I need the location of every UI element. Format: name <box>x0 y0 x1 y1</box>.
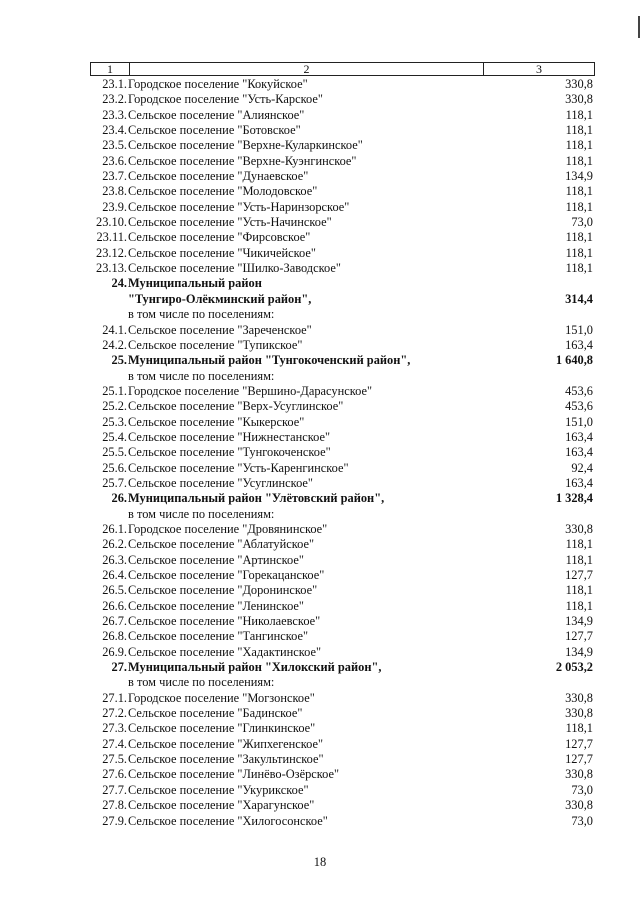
table-row <box>90 814 595 829</box>
row-text: Городское поселение "Дровянинское" <box>128 521 328 536</box>
row-value: 118,1 <box>565 598 593 613</box>
table-row <box>90 123 595 138</box>
row-number: 26.1. <box>102 521 127 536</box>
row-text: Сельское поселение "Зареченское" <box>128 322 312 337</box>
row-number: 23.12. <box>96 245 127 260</box>
table-row <box>90 292 595 307</box>
row-number: 27.9. <box>102 813 127 828</box>
table-row <box>90 384 595 399</box>
row-text: Муниципальный район <box>128 276 262 291</box>
row-number: 27.5. <box>102 752 127 767</box>
row-text: Сельское поселение "Артинское" <box>128 552 304 567</box>
table-row <box>90 246 595 261</box>
row-text: Муниципальный район "Тунгокоченский район", <box>128 353 411 368</box>
table-row <box>90 752 595 767</box>
row-text: Сельское поселение "Верх-Усуглинское" <box>128 399 344 414</box>
row-number: 25.5. <box>102 445 127 460</box>
row-value: 330,8 <box>565 92 593 107</box>
row-number: 24.2. <box>102 337 127 352</box>
row-text: в том числе по поселениям: <box>128 506 275 521</box>
row-value: 134,9 <box>565 614 593 629</box>
table-row <box>90 783 595 798</box>
row-value: 118,1 <box>565 184 593 199</box>
header-col-3: 3 <box>536 62 542 76</box>
row-number: 27.8. <box>102 798 127 813</box>
row-text: Сельское поселение "Тунгокоченское" <box>128 445 331 460</box>
row-value: 118,1 <box>565 721 593 736</box>
row-text: Сельское поселение "Закультинское" <box>128 752 324 767</box>
row-text: Городское поселение "Могзонское" <box>128 690 315 705</box>
row-value: 1 328,4 <box>555 491 593 506</box>
row-value: 73,0 <box>571 782 593 797</box>
table-row <box>90 507 595 522</box>
table-row <box>90 276 595 291</box>
row-text: Сельское поселение "Нижнестанское" <box>128 429 331 444</box>
table-row <box>90 737 595 752</box>
table-row <box>90 261 595 276</box>
row-number: 26.6. <box>102 598 127 613</box>
row-value: 118,1 <box>565 138 593 153</box>
row-value: 134,9 <box>565 644 593 659</box>
row-number: 25.2. <box>102 399 127 414</box>
row-text: в том числе по поселениям: <box>128 675 275 690</box>
row-number: 26.5. <box>102 583 127 598</box>
row-number: 27. <box>111 660 127 675</box>
row-number: 24. <box>111 276 127 291</box>
table-row <box>90 476 595 491</box>
row-number: 23.13. <box>96 261 127 276</box>
table-row <box>90 230 595 245</box>
table-row <box>90 445 595 460</box>
row-number: 27.1. <box>102 690 127 705</box>
table-row <box>90 645 595 660</box>
row-value: 314,4 <box>565 291 593 306</box>
row-value: 118,1 <box>565 583 593 598</box>
row-text: Сельское поселение "Верхне-Куэнгинское" <box>128 153 357 168</box>
table-row <box>90 430 595 445</box>
row-value: 453,6 <box>565 399 593 414</box>
row-value: 453,6 <box>565 383 593 398</box>
table-row <box>90 721 595 736</box>
table-header <box>90 62 595 76</box>
row-text: Сельское поселение "Тангинское" <box>128 629 308 644</box>
row-text: Сельское поселение "Усуглинское" <box>128 475 313 490</box>
page-number: 18 <box>313 855 327 869</box>
table-row <box>90 537 595 552</box>
row-value: 330,8 <box>565 767 593 782</box>
row-number: 25.7. <box>102 475 127 490</box>
row-number: 23.8. <box>102 184 127 199</box>
row-text: Сельское поселение "Доронинское" <box>128 583 318 598</box>
row-value: 118,1 <box>565 107 593 122</box>
row-number: 23.11. <box>96 230 127 245</box>
table-row <box>90 675 595 690</box>
row-number: 26.7. <box>102 614 127 629</box>
row-text: Сельское поселение "Тупикское" <box>128 337 303 352</box>
row-number: 25.3. <box>102 414 127 429</box>
row-text: Сельское поселение "Бадинское" <box>128 706 303 721</box>
table-row <box>90 491 595 506</box>
row-text: Сельское поселение "Кыкерское" <box>128 414 305 429</box>
table-row <box>90 215 595 230</box>
row-text: Муниципальный район "Хилокский район", <box>128 660 382 675</box>
row-text: в том числе по поселениям: <box>128 307 275 322</box>
row-number: 23.2. <box>102 92 127 107</box>
table-row <box>90 399 595 414</box>
row-number: 23.7. <box>102 169 127 184</box>
row-text: Сельское поселение "Усть-Начинское" <box>128 215 332 230</box>
table-row <box>90 307 595 322</box>
table-row <box>90 553 595 568</box>
row-value: 330,8 <box>565 706 593 721</box>
row-number: 27.7. <box>102 782 127 797</box>
table-row <box>90 338 595 353</box>
table-row <box>90 583 595 598</box>
row-number: 23.10. <box>96 215 127 230</box>
row-value: 330,8 <box>565 690 593 705</box>
row-text: Сельское поселение "Хилогосонское" <box>128 813 328 828</box>
row-text: Сельское поселение "Шилко-Заводское" <box>128 261 341 276</box>
table-row <box>90 415 595 430</box>
table-row <box>90 108 595 123</box>
row-number: 23.3. <box>102 107 127 122</box>
row-text: Сельское поселение "Хадактинское" <box>128 644 322 659</box>
row-text: "Тунгиро-Олёкминский район", <box>128 291 312 306</box>
row-value: 330,8 <box>565 77 593 91</box>
row-value: 118,1 <box>565 230 593 245</box>
table-row <box>90 200 595 215</box>
row-value: 118,1 <box>565 245 593 260</box>
table-row <box>90 599 595 614</box>
row-number: 27.3. <box>102 721 127 736</box>
table-row <box>90 92 595 107</box>
row-text: Городское поселение "Усть-Карское" <box>128 92 323 107</box>
table-row <box>90 767 595 782</box>
row-text: Сельское поселение "Горекацанское" <box>128 568 325 582</box>
row-text: Сельское поселение "Усть-Наринзорское" <box>128 199 350 214</box>
table-row <box>90 154 595 169</box>
row-value: 73,0 <box>571 215 593 230</box>
row-value: 118,1 <box>565 537 593 552</box>
row-value: 2 053,2 <box>555 660 593 675</box>
row-text: Сельское поселение "Глинкинское" <box>128 721 316 736</box>
row-value: 118,1 <box>565 123 593 138</box>
row-text: Сельское поселение "Верхне-Куларкинское" <box>128 138 363 153</box>
row-number: 24.1. <box>102 322 127 337</box>
row-value: 92,4 <box>571 460 593 475</box>
row-value: 134,9 <box>565 169 593 184</box>
row-number: 26.4. <box>102 568 127 582</box>
table-row <box>90 461 595 476</box>
table-row <box>90 138 595 153</box>
row-number: 27.2. <box>102 706 127 721</box>
row-number: 25.4. <box>102 429 127 444</box>
table-row <box>90 353 595 368</box>
row-number: 26.8. <box>102 629 127 644</box>
row-number: 26.9. <box>102 644 127 659</box>
row-value: 73,0 <box>571 813 593 828</box>
row-number: 26.2. <box>102 537 127 552</box>
table-row <box>90 614 595 629</box>
row-number: 23.4. <box>102 123 127 138</box>
row-text: Сельское поселение "Чикичейское" <box>128 245 316 260</box>
row-text: в том числе по поселениям: <box>128 368 275 383</box>
row-number: 27.4. <box>102 736 127 751</box>
row-value: 1 640,8 <box>555 353 593 368</box>
row-value: 151,0 <box>565 322 593 337</box>
table-row <box>90 706 595 721</box>
row-value: 163,4 <box>565 445 593 460</box>
row-number: 23.9. <box>102 199 127 214</box>
row-value: 127,7 <box>565 568 593 582</box>
row-text: Сельское поселение "Алиянское" <box>128 107 305 122</box>
table-row <box>90 568 595 583</box>
row-number: 25. <box>111 353 127 368</box>
row-text: Сельское поселение "Харагунское" <box>128 798 315 813</box>
row-text: Муниципальный район "Улётовский район", <box>128 491 385 506</box>
row-text: Сельское поселение "Усть-Каренгинское" <box>128 460 349 475</box>
row-number: 23.6. <box>102 153 127 168</box>
row-text: Сельское поселение "Молодовское" <box>128 184 318 199</box>
row-value: 118,1 <box>565 552 593 567</box>
row-text: Сельское поселение "Укурикское" <box>128 782 309 797</box>
row-number: 23.5. <box>102 138 127 153</box>
row-text: Сельское поселение "Жипхегенское" <box>128 736 324 751</box>
row-number: 25.1. <box>102 383 127 398</box>
row-value: 127,7 <box>565 736 593 751</box>
row-value: 118,1 <box>565 199 593 214</box>
row-text: Сельское поселение "Ботовское" <box>128 123 301 138</box>
table-row <box>90 798 595 813</box>
table-row <box>90 691 595 706</box>
row-number: 26.3. <box>102 552 127 567</box>
header-col-1: 1 <box>91 63 130 75</box>
table-row <box>90 629 595 644</box>
row-value: 118,1 <box>565 153 593 168</box>
header-col-2: 2 <box>130 63 484 75</box>
row-text: Сельское поселение "Аблатуйское" <box>128 537 315 552</box>
row-text: Сельское поселение "Линёво-Озёрское" <box>128 767 340 782</box>
row-number: 27.6. <box>102 767 127 782</box>
row-text: Сельское поселение "Дунаевское" <box>128 169 309 184</box>
row-number: 23.1. <box>102 77 127 91</box>
row-text: Сельское поселение "Фирсовское" <box>128 230 311 245</box>
table-row <box>90 184 595 199</box>
row-number: 26. <box>111 491 127 506</box>
table-row <box>90 369 595 384</box>
row-value: 118,1 <box>565 261 593 276</box>
table-row <box>90 169 595 184</box>
row-text: Сельское поселение "Николаевское" <box>128 614 321 629</box>
table-row <box>90 660 595 675</box>
row-value: 151,0 <box>565 414 593 429</box>
row-text: Городское поселение "Вершино-Дарасунское" <box>128 383 373 398</box>
row-value: 127,7 <box>565 629 593 644</box>
row-value: 127,7 <box>565 752 593 767</box>
row-value: 163,4 <box>565 475 593 490</box>
row-value: 330,8 <box>565 521 593 536</box>
row-text: Городское поселение "Кокуйское" <box>128 77 308 91</box>
row-value: 163,4 <box>565 429 593 444</box>
row-text: Сельское поселение "Ленинское" <box>128 598 304 613</box>
row-value: 163,4 <box>565 337 593 352</box>
table-row <box>90 323 595 338</box>
row-number: 25.6. <box>102 460 127 475</box>
table-row <box>90 522 595 537</box>
row-value: 330,8 <box>565 798 593 813</box>
table-body <box>90 77 595 829</box>
table-row <box>90 77 595 92</box>
